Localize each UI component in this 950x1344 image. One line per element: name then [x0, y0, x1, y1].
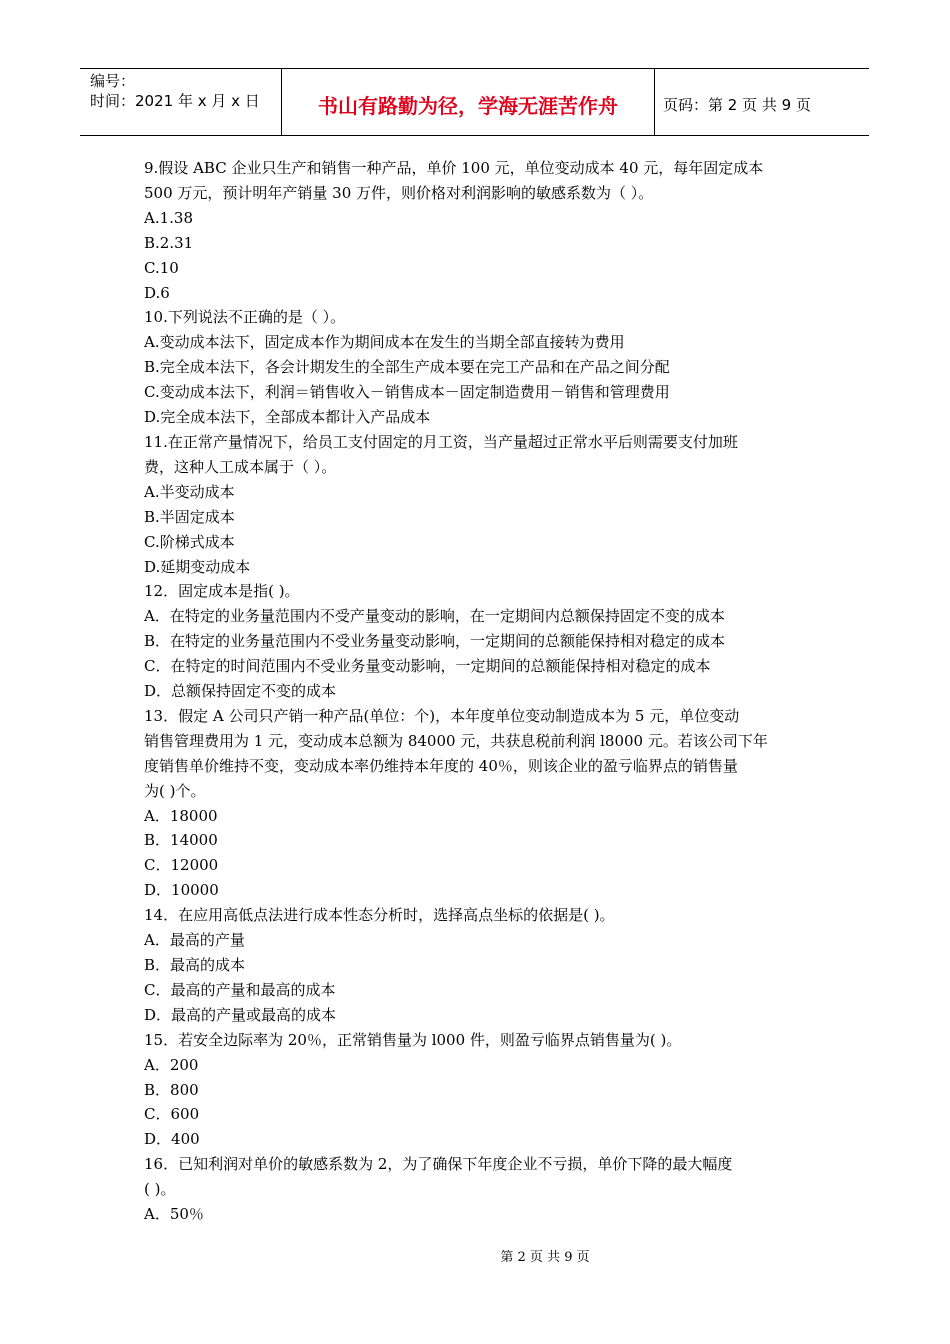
text-line: 14．在应用高低点法进行成本性态分析时，选择高点坐标的依据是( )。 [144, 906, 615, 925]
text-line: A．最高的产量 [144, 931, 245, 950]
text-line: 为( )个。 [144, 781, 206, 800]
text-line: B.半固定成本 [144, 507, 235, 526]
text-line: D．最高的产量或最高的成本 [144, 1005, 337, 1024]
text-line: A．18000 [144, 806, 218, 825]
question-body [144, 156, 812, 1227]
text-line: 500 万元，预计明年产销量 30 万件，则价格对利润影响的敏感系数为（ ）。 [144, 183, 654, 202]
text-line: B.完全成本法下，各会计期发生的全部生产成本要在完工产品和在产品之间分配 [144, 358, 670, 377]
header-meta [80, 69, 282, 135]
text-line: A.1.38 [144, 208, 193, 227]
text-line: 15．若安全边际率为 20％，正常销售量为 l000 件，则盈亏临界点销售量为( )。 [144, 1030, 682, 1049]
text-line: 13．假定 A 公司只产销一种产品(单位：个)，本年度单位变动制造成本为 5 元，单位变动 [144, 706, 740, 725]
text-line: A．50％ [144, 1205, 204, 1224]
text-line: B．800 [144, 1080, 199, 1099]
text-line: 10.下列说法不正确的是（ ）。 [144, 308, 346, 327]
text-line: B.2.31 [144, 233, 194, 252]
text-line: D.完全成本法下，全部成本都计入产品成本 [144, 408, 431, 427]
text-line: A.变动成本法下，固定成本作为期间成本在发生的当期全部直接转为费用 [144, 333, 625, 352]
text-line: D．总额保持固定不变的成本 [144, 682, 337, 701]
text-line: A．200 [144, 1055, 199, 1074]
text-line: A．在特定的业务量范围内不受产量变动的影响，在一定期间内总额保持固定不变的成本 [144, 607, 725, 626]
page-footer: 第 2 页 共 9 页 [500, 1250, 590, 1265]
text-line: D．400 [144, 1130, 200, 1149]
text-line: C．600 [144, 1105, 200, 1124]
text-line: B．在特定的业务量范围内不受业务量变动影响，一定期间的总额能保持相对稳定的成本 [144, 632, 726, 651]
text-line: C．最高的产量和最高的成本 [144, 980, 336, 999]
header-page-info: 页码：第 2 页 共 9 页 [663, 95, 811, 114]
text-line: C.阶梯式成本 [144, 532, 235, 551]
text-line: C．在特定的时间范围内不受业务量变动影响，一定期间的总额能保持相对稳定的成本 [144, 657, 711, 676]
text-line: 费，这种人工成本属于（ ）。 [144, 457, 337, 476]
text-line: 销售管理费用为 1 元，变动成本总额为 84000 元，共获息税前利润 l8000 元。若该公司下年 [144, 731, 768, 750]
serial-label: 编号： [90, 72, 136, 90]
text-line: D.延期变动成本 [144, 557, 251, 576]
text-line: 9.假设 ABC 企业只生产和销售一种产品，单价 100 元，单位变动成本 40 元，每年固定成本 [144, 159, 764, 177]
header-motto: 书山有路勤为径，学海无涯苦作舟 [282, 69, 655, 135]
text-line: D.6 [144, 283, 170, 302]
text-line: C.10 [144, 258, 179, 277]
text-line: 16．已知利润对单价的敏感系数为 2，为了确保下年度企业不亏损，单价下降的最大幅度 [144, 1155, 733, 1174]
text-line: B．14000 [144, 831, 218, 850]
text-line: C.变动成本法下，利润＝销售收入－销售成本－固定制造费用－销售和管理费用 [144, 383, 670, 402]
text-line: 度销售单价维持不变，变动成本率仍维持本年度的 40％，则该企业的盈亏临界点的销售量 [144, 756, 738, 775]
date-label: 时间：2021 年 x 月 x 日 [90, 92, 260, 110]
text-line: A.半变动成本 [144, 482, 235, 501]
text-line: 11.在正常产量情况下，给员工支付固定的月工资，当产量超过正常水平后则需要支付加班 [144, 432, 738, 451]
text-line: D．10000 [144, 881, 219, 900]
text-line: ( )。 [144, 1180, 176, 1199]
text-line: B．最高的成本 [144, 956, 246, 974]
text-line: C．12000 [144, 856, 219, 875]
page-header [80, 68, 869, 136]
text-line: 12．固定成本是指( )。 [144, 582, 300, 601]
